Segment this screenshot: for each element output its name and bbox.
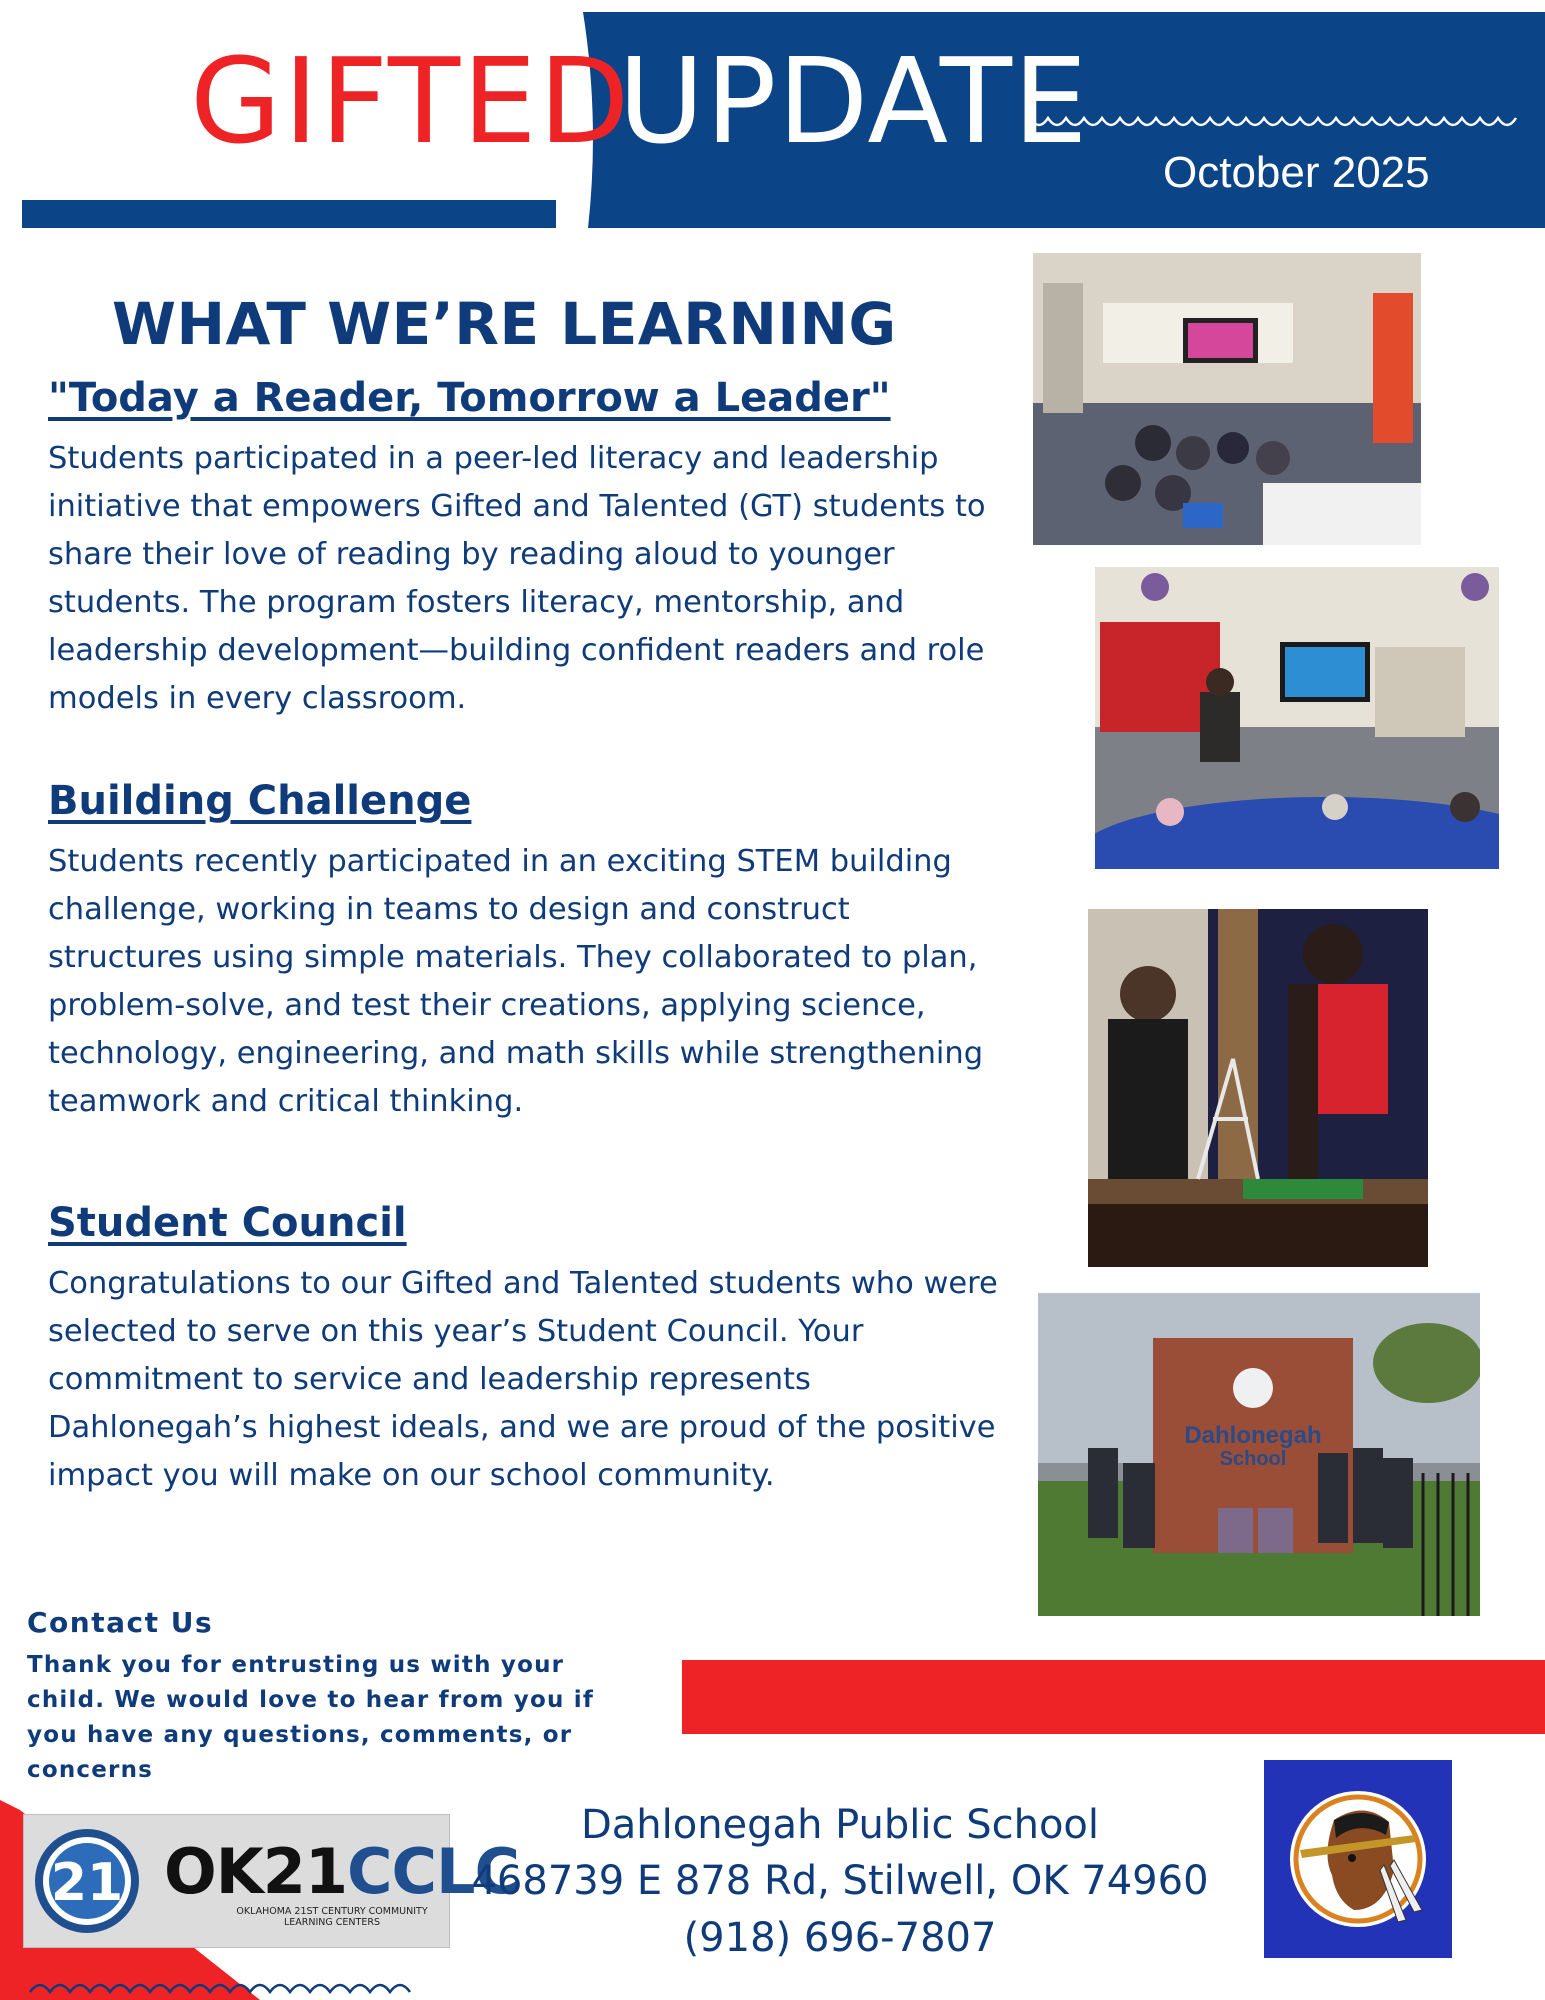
logo-wordmark xyxy=(164,1835,519,1908)
issue-date: October 2025 xyxy=(1163,148,1430,197)
logo-wordmark-suffix: CCLC xyxy=(347,1835,520,1908)
school-sign-line2: School xyxy=(1219,1448,1287,1470)
logo-21-badge xyxy=(32,1826,142,1936)
photo-classroom-reading xyxy=(1033,253,1421,545)
article-title-student-council: Student Council xyxy=(48,1200,407,1246)
logo-subtitle: OKLAHOMA 21ST CENTURY COMMUNITY LEARNING CENTERS xyxy=(236,1906,428,1928)
logo-wordmark-prefix: OK21 xyxy=(164,1835,348,1908)
contact-heading: Contact Us xyxy=(27,1606,214,1639)
school-address: 468739 E 878 Rd, Stilwell, OK 74960 xyxy=(471,1858,1209,1904)
article-body-student-council: Congratulations to our Gifted and Talented students who were selected to serve on this year’s Student Council. Your commitment to service and leadership represents Dahlonegah’s highest ideals, and we are proud of the positive impact you will make on our school community. xyxy=(48,1266,998,1493)
photo-student-reading-aloud xyxy=(1095,567,1499,869)
article-body-reader-leader: Students participated in a peer-led literacy and leadership initiative that empowers Gifted and Talented (GT) students to share their love of reading by reading aloud to younger students. The program fosters literacy, mentorship, and leadership development—building confident readers and role models in every classroom. xyxy=(48,441,986,716)
header-underline-bar xyxy=(22,200,556,228)
section-title: WHAT WE’RE LEARNING xyxy=(112,290,897,358)
school-mascot-logo xyxy=(1264,1760,1452,1958)
article-title-reader-leader: "Today a Reader, Tomorrow a Leader" xyxy=(48,375,891,421)
newsletter-title-update: UPDATE xyxy=(618,32,1089,170)
photo-student-council xyxy=(1038,1293,1480,1616)
article-title-building-challenge: Building Challenge xyxy=(48,778,472,824)
school-sign-line1: Dahlonegah xyxy=(1184,1422,1322,1449)
logo-21-number: 21 xyxy=(50,1853,124,1913)
footer-red-bar xyxy=(682,1660,1545,1734)
newsletter-title-gifted: GIFTED xyxy=(190,32,632,170)
contact-text: Thank you for entrusting us with your child. We would love to hear from you if you have any questions, comments, or concerns xyxy=(27,1652,595,1783)
ok21cclc-logo xyxy=(23,1814,520,1948)
school-phone: (918) 696-7807 xyxy=(683,1915,997,1961)
photo-building-challenge xyxy=(1088,909,1428,1267)
school-name: Dahlonegah Public School xyxy=(580,1802,1100,1848)
article-body-building-challenge: Students recently participated in an exciting STEM building challenge, working in teams to design and construct structures using simple materials. They collaborated to plan, problem-solve, and test their creations, applying science, technology, engineering, and math skills while strengthening teamwork and critical thinking. xyxy=(48,844,984,1119)
